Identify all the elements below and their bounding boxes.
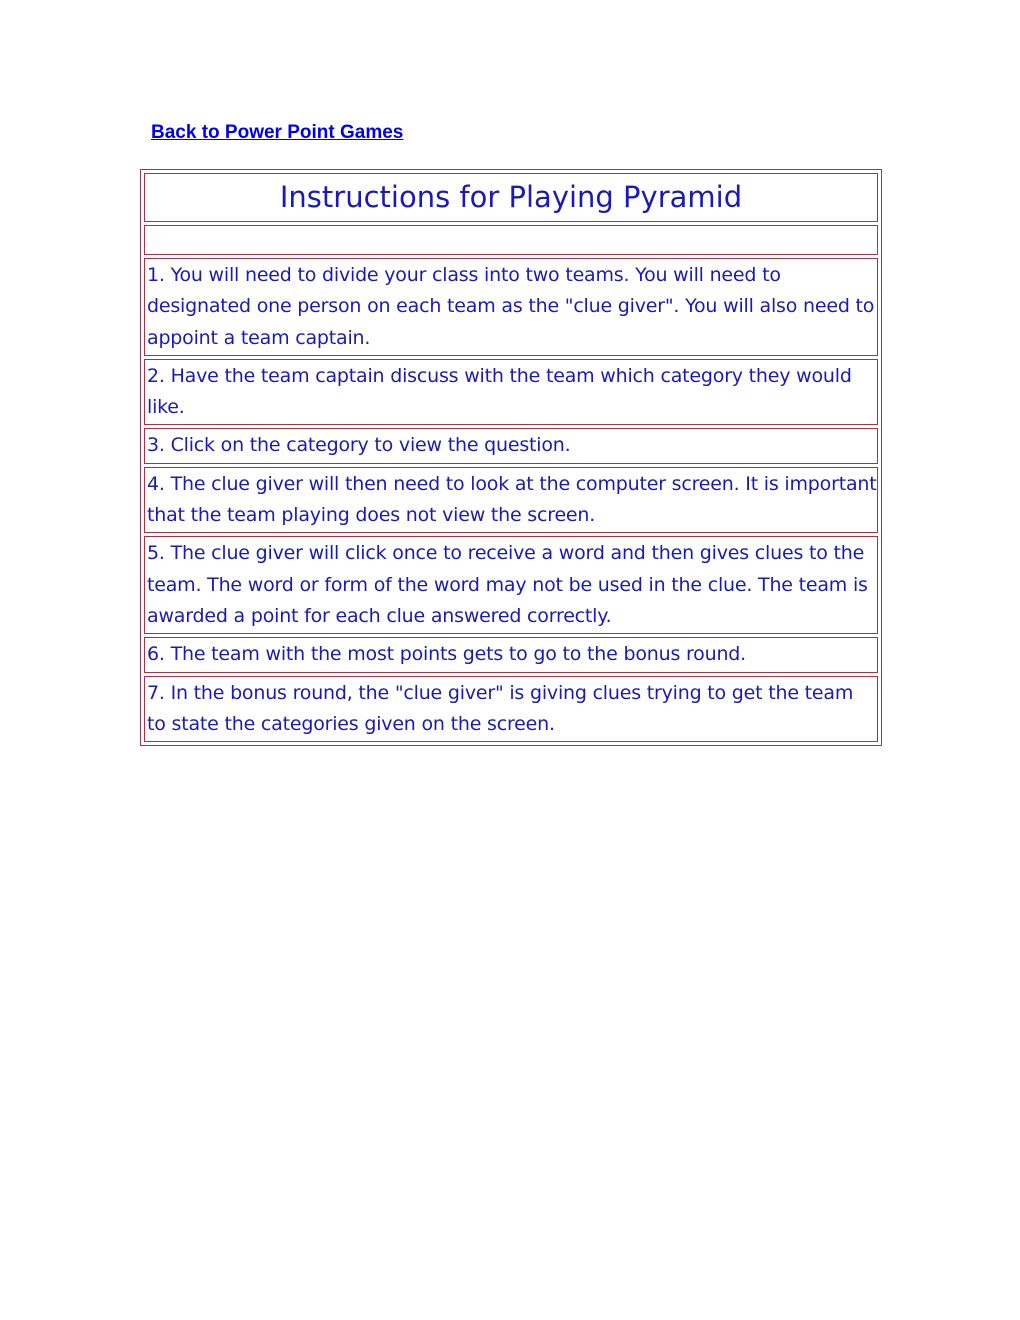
page-title: Instructions for Playing Pyramid	[144, 173, 878, 222]
instruction-step-7: 7. In the bonus round, the "clue giver" is giving clues trying to get the team to state the categories given on the screen.	[144, 676, 878, 743]
instruction-step-4: 4. The clue giver will then need to look at the computer screen. It is important that the team playing does not view the screen.	[144, 467, 878, 534]
instruction-step-6: 6. The team with the most points gets to go to the bonus round.	[144, 637, 878, 672]
instruction-step-2: 2. Have the team captain discuss with the team which category they would like.	[144, 359, 878, 426]
instructions-table	[140, 169, 882, 746]
back-to-power-point-games-link[interactable]: Back to Power Point Games	[151, 122, 404, 143]
instruction-step-1: 1. You will need to divide your class into two teams. You will need to designated one person on each team as the "clue giver". You will also need to appoint a team captain.	[144, 258, 878, 356]
instruction-step-5: 5. The clue giver will click once to receive a word and then gives clues to the team. The word or form of the word may not be used in the clue. The team is awarded a point for each clue answered correctly.	[144, 536, 878, 634]
instruction-step-3: 3. Click on the category to view the question.	[144, 428, 878, 463]
empty-row	[144, 225, 878, 255]
